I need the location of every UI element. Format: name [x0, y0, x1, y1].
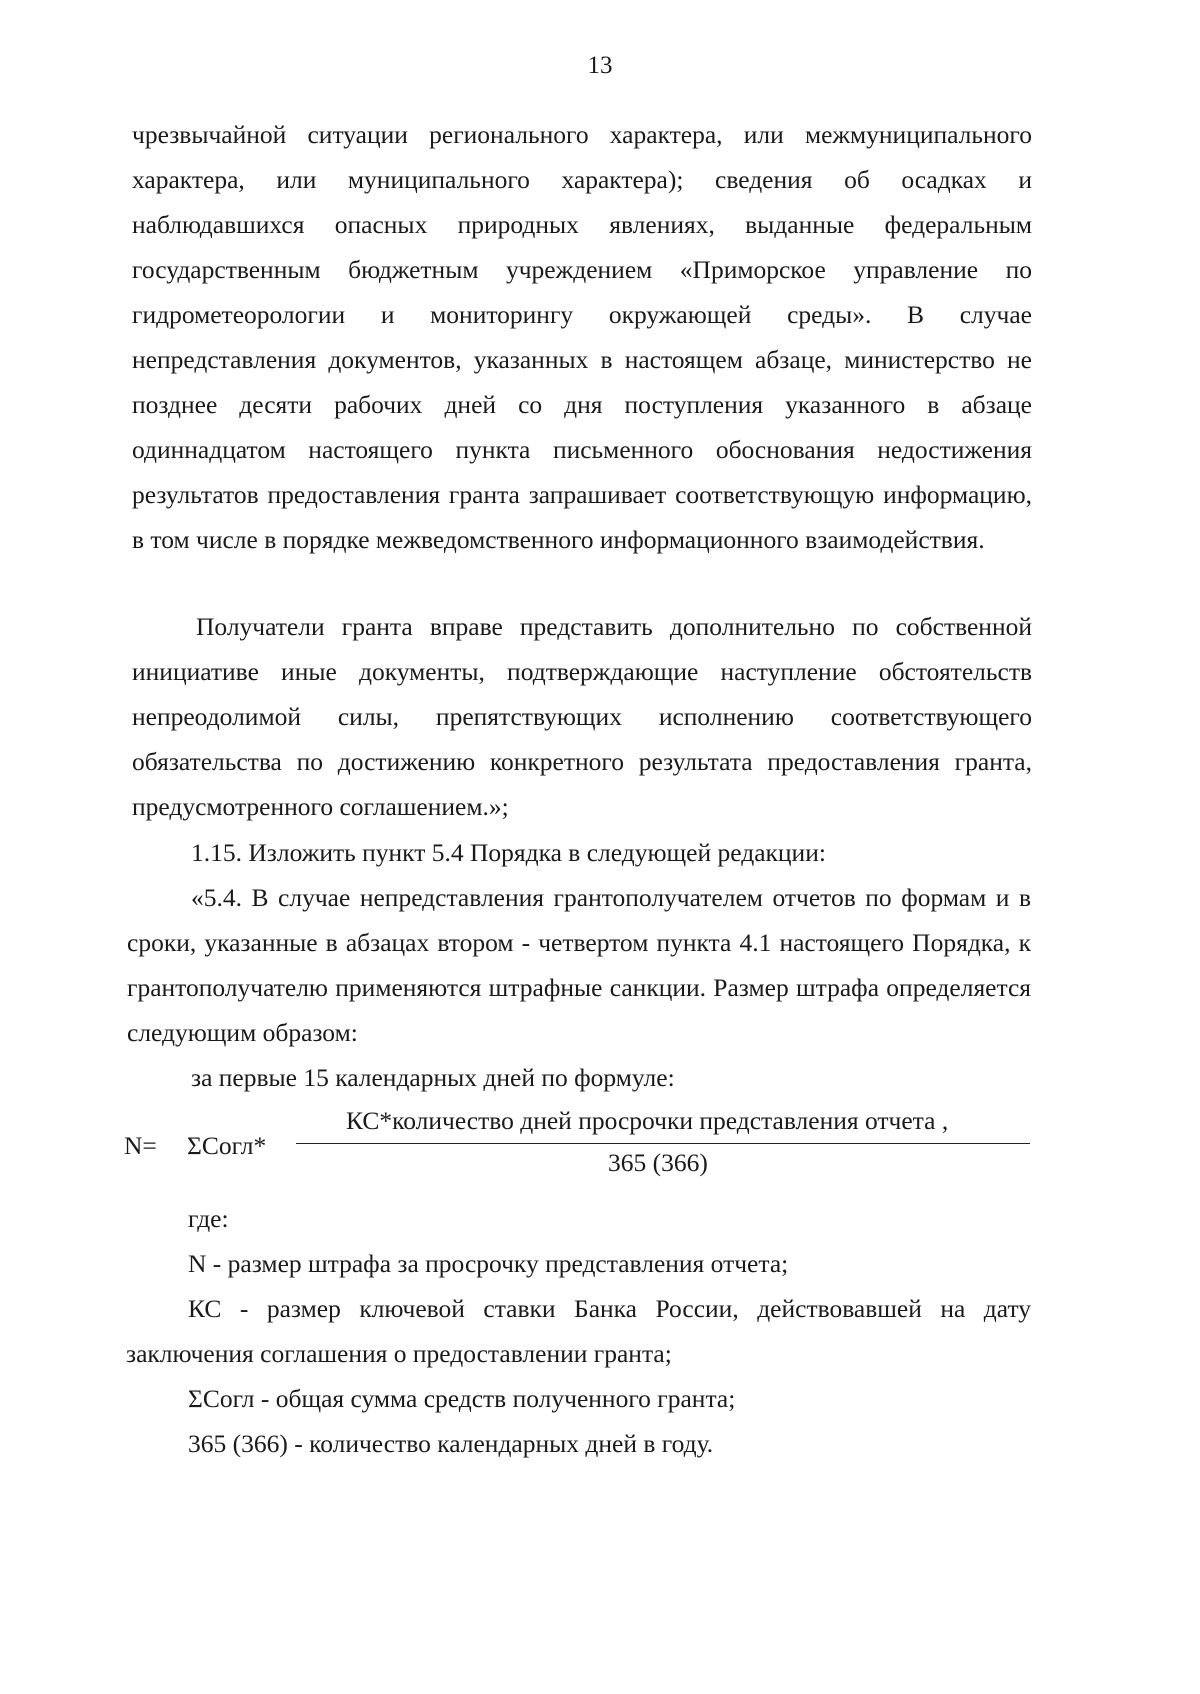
paragraph-amendment-1-15: 1.15. Изложить пункт 5.4 Порядка в следующей редакции:: [191, 838, 826, 867]
paragraph-continuation: чрезвычайной ситуации регионального характера, или межмуниципального характера, или муниципального характера); сведения об осадках и наблюдавшихся опасных природных явлениях, выданные федеральным государственным бюджетным учреждением «Приморское управление по гидрометеорологии и мониторингу окружающей среды». В случае непредставления документов, указанных в настоящем абзаце, министерство не позднее десяти рабочих дней со дня поступления указанного в абзаце одиннадцатом настоящего пункта письменного обоснования недостижения результатов предоставления гранта запрашивает соответствующую информацию, в том числе в порядке межведомственного информационного взаимодействия.: [132, 120, 1032, 554]
formula-denominator: 365 (366): [608, 1148, 708, 1177]
paragraph-section-5-4: «5.4. В случае непредставления грантополучателем отчетов по формам и в сроки, указанные в абзацах втором - четвертом пункта 4.1 настоящего Порядка, к грантополучателю применяются штрафные санкции. Размер штрафа определяется следующим образом:: [127, 883, 1031, 1047]
definition-sum: ΣСогл - общая сумма средств полученного гранта;: [188, 1384, 736, 1413]
paragraph-grant-recipients: Получатели гранта вправе представить дополнительно по собственной инициативе иные документы, подтверждающие наступление обстоятельств непреодолимой силы, препятствующих исполнению соответствующего обязательства по достижению конкретного результата предоставления гранта, предусмотренного соглашением.»;: [132, 612, 1032, 821]
page-number: 13: [587, 52, 613, 79]
formula-lhs: N=: [124, 1131, 157, 1160]
paragraph-first-15-days: за первые 15 календарных дней по формуле:: [191, 1063, 675, 1092]
formula-sum-term: ΣСогл*: [187, 1131, 267, 1160]
where-label: где:: [188, 1204, 229, 1233]
formula-fraction-line: [296, 1143, 1030, 1144]
formula-numerator: КС*количество дней просрочки представления отчета ,: [346, 1106, 949, 1135]
text-block-section-5-4: [127, 830, 1031, 1100]
text-block-continuation: [132, 112, 1032, 562]
definition-n: N - размер штрафа за просрочку представления отчета;: [188, 1249, 789, 1278]
text-block-definitions: [126, 1196, 1031, 1466]
penalty-formula: [0, 1106, 1200, 1186]
definition-ks: КС - размер ключевой ставки Банка России, действовавшей на дату заключения соглашения о предоставлении гранта;: [126, 1294, 1031, 1368]
definition-days: 365 (366) - количество календарных дней в году.: [188, 1429, 714, 1458]
text-block-grant-recipients: [132, 604, 1032, 829]
